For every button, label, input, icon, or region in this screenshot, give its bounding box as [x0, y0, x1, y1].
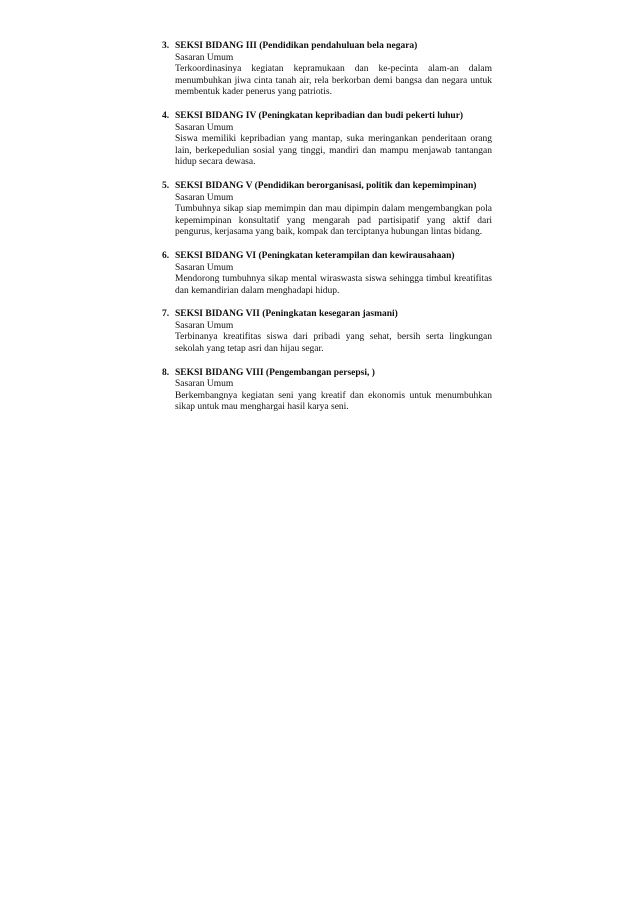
section-subheading: Sasaran Umum — [175, 262, 234, 273]
section-number: 4. — [162, 110, 170, 121]
section-body — [175, 41, 492, 99]
section-item — [162, 41, 492, 99]
section-item — [162, 309, 492, 355]
section-subheading: Sasaran Umum — [175, 379, 234, 390]
section-heading: SEKSI BIDANG V (Pendidikan berorganisasi, politik dan kepemimpinan) — [175, 180, 477, 191]
section-heading: SEKSI BIDANG IV (Peningkatan kepribadian dan budi pekerti luhur) — [175, 110, 464, 121]
section-number: 5. — [162, 180, 170, 191]
section-subheading: Sasaran Umum — [175, 52, 234, 63]
section-body — [175, 368, 492, 414]
section-subheading: Sasaran Umum — [175, 192, 234, 203]
section-item — [162, 368, 492, 414]
section-text: Terkoordinasinya kegiatan kepramukaan dan ke-pecinta alam-an dalam menumbuhkan jiwa cinta tanah air, rela berkorban demi bangsa dan negara untuk membentuk kader penerus yang patriotis. — [175, 64, 492, 98]
section-number: 8. — [162, 367, 170, 378]
section-list — [162, 41, 492, 426]
section-subheading: Sasaran Umum — [175, 320, 234, 331]
section-number: 7. — [162, 309, 170, 320]
section-text: Tumbuhnya sikap siap memimpin dan mau dipimpin dalam mengembangkan pola kepemimpinan konsultatif yang mengarah pad partisipatif yang aktif dari pengurus, kerjasama yang baik, kompak dan terciptanya hubungan lintas bidang. — [175, 204, 492, 238]
section-item — [162, 251, 492, 297]
section-body — [175, 181, 492, 239]
section-subheading: Sasaran Umum — [175, 122, 234, 133]
section-heading: SEKSI BIDANG VI (Peningkatan keterampilan dan kewirausahaan) — [175, 250, 455, 261]
section-item — [162, 111, 492, 169]
section-body — [175, 111, 492, 169]
section-text: Terbinanya kreatifitas siswa dari pribadi yang sehat, bersih serta lingkungan sekolah yang tetap asri dan hijau segar. — [175, 332, 492, 355]
section-heading: SEKSI BIDANG VII (Peningkatan kesegaran jasmani) — [175, 309, 398, 320]
section-text: Siswa memiliki kepribadian yang mantap, suka meringankan penderitaan orang lain, berkepedulian sosial yang tinggi, mandiri dan mampu menjawab tantangan hidup secara dewasa. — [175, 134, 492, 168]
section-heading: SEKSI BIDANG VIII (Pengembangan persepsi, ) — [175, 367, 375, 378]
section-heading: SEKSI BIDANG III (Pendidikan pendahuluan bela negara) — [175, 41, 418, 51]
section-text: Mendorong tumbuhnya sikap mental wiraswasta siswa sehingga timbul kreatifitas dan kemandirian dalam menghadapi hidup. — [175, 274, 492, 296]
section-item — [162, 181, 492, 239]
section-body — [175, 251, 492, 297]
section-text: Berkembangnya kegiatan seni yang kreatif dan ekonomis untuk menumbuhkan sikap untuk mau menghargai hasil karya seni. — [175, 390, 492, 413]
section-number: 6. — [162, 250, 170, 261]
section-number: 3. — [162, 41, 170, 51]
section-body — [175, 309, 492, 355]
